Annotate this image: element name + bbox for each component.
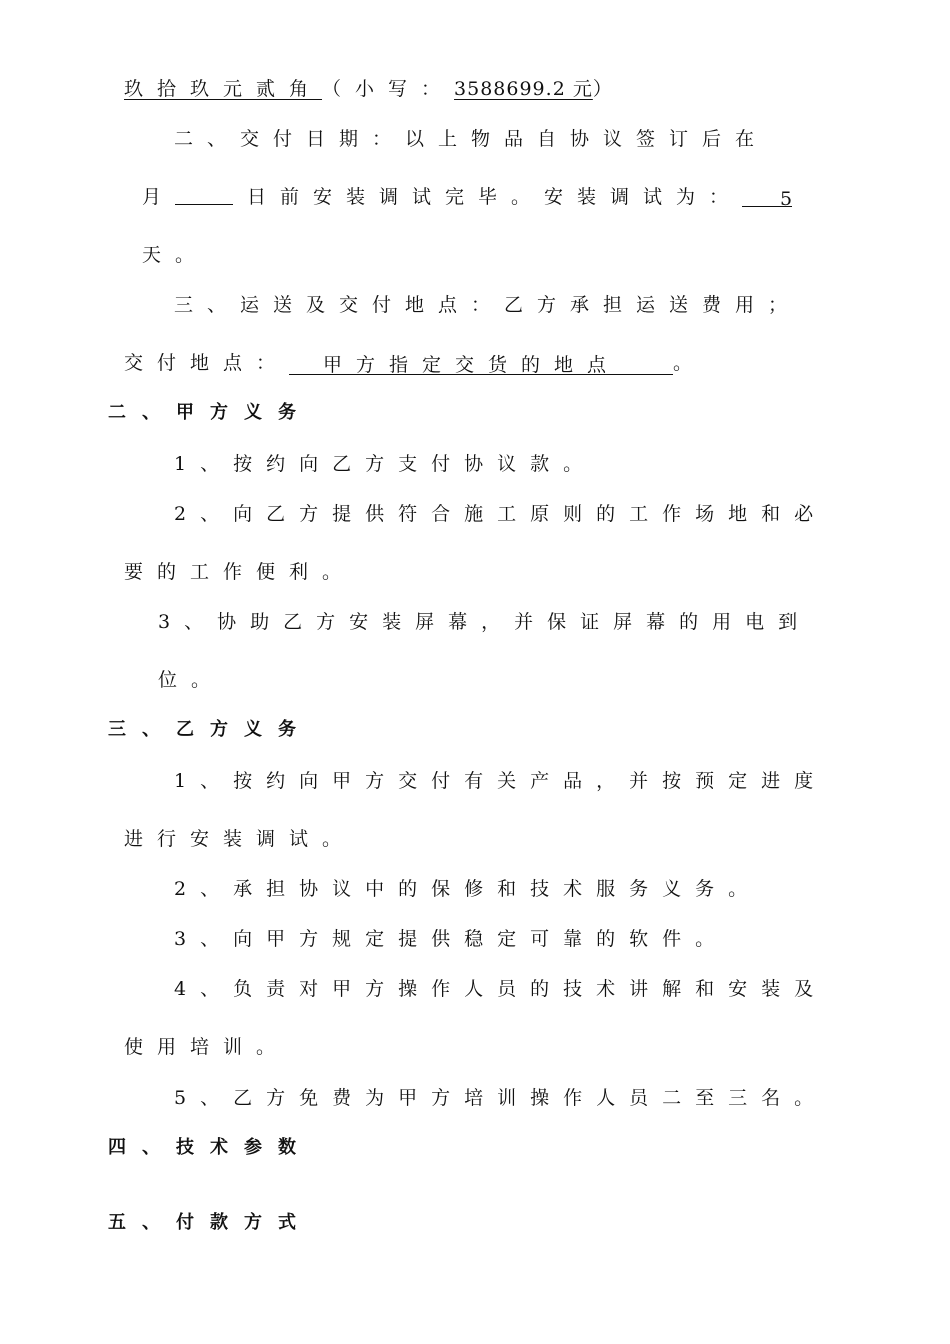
- party-b-item-4b: 使用培训。: [124, 1036, 290, 1058]
- amount-open-paren: （小写：: [322, 78, 455, 100]
- party-a-item-2a: 2、向乙方提供符合施工原则的工作场地和必: [174, 503, 828, 525]
- section-technical-parameters: 四、技术参数: [108, 1137, 312, 1158]
- section-payment-method: 五、付款方式: [108, 1212, 312, 1233]
- delivery-date-line-1: 二、交付日期：以上物品自协议签订后在: [174, 128, 769, 150]
- month-label: 月: [142, 186, 176, 208]
- party-a-item-3a: 3、协助乙方安装屏幕，并保证屏幕的用电到: [158, 611, 812, 633]
- delivery-date-line-2: [142, 184, 792, 210]
- party-b-item-4a: 4、负责对甲方操作人员的技术讲解和安装及: [174, 978, 828, 1000]
- location-value: 甲方指定交货的地点: [323, 354, 621, 376]
- install-text: 日前安装调试完毕。安装调试为：: [247, 186, 743, 208]
- party-b-item-5: 5、乙方免费为甲方培训操作人员二至三名。: [174, 1087, 828, 1109]
- delivery-date-line-3: 天。: [142, 244, 209, 266]
- location-end: 。: [673, 352, 707, 374]
- delivery-location-line-2: [124, 350, 706, 376]
- section-party-a-duties: 二、甲方义务: [108, 402, 312, 423]
- amount-close-paren: ）: [592, 78, 626, 100]
- day-blank: [175, 184, 233, 205]
- delivery-location-line-1: 三、运送及交付地点：乙方承担运送费用；: [174, 294, 802, 316]
- location-label: 交付地点：: [124, 352, 290, 374]
- install-days: 5: [742, 186, 792, 207]
- party-a-item-3b: 位。: [158, 669, 225, 691]
- party-b-item-1a: 1、按约向甲方交付有关产品，并按预定进度: [174, 770, 828, 792]
- party-b-item-2: 2、承担协议中的保修和技术服务义务。: [174, 878, 762, 900]
- party-b-item-3: 3、向甲方规定提供稳定可靠的软件。: [174, 928, 729, 950]
- party-b-item-1b: 进行安装调试。: [124, 828, 356, 850]
- amount-number: 3588699.2 元: [454, 78, 593, 100]
- party-a-item-1: 1、按约向乙方支付协议款。: [174, 453, 597, 475]
- location-value-field: [289, 352, 673, 375]
- party-a-item-2b: 要的工作便利。: [124, 561, 356, 583]
- section-party-b-duties: 三、乙方义务: [108, 719, 312, 740]
- amount-in-words: 玖拾玖元贰角: [124, 78, 323, 100]
- amount-line: [124, 76, 626, 102]
